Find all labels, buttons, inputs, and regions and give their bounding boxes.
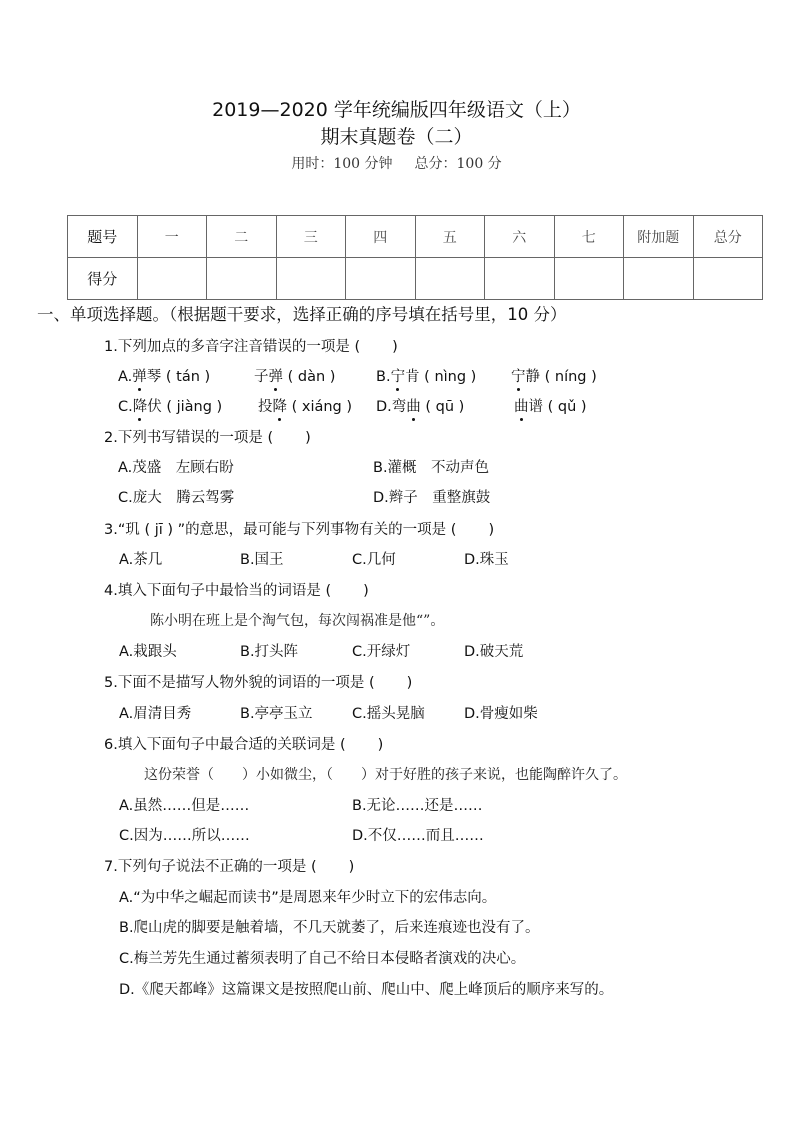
column-header: 三 [276,216,346,258]
score-cell [554,258,624,300]
q2-option-d: D.辫子 重整旗鼓 [373,490,491,506]
q2-option-c: C.庞大 腾云驾雾 [118,490,235,506]
score-cell [137,258,207,300]
q2-option-a: A.茂盛 左顾右盼 [118,460,234,476]
q4-option-a: A.栽跟头 [119,644,177,660]
column-header: 总分 [693,216,763,258]
q1-option-c1 [118,397,222,417]
q7-option-b: B.爬山虎的脚要是触着墙，不几天就萎了，后来连痕迹也没有了。 [119,920,540,936]
dotted-char: 宁 [511,369,526,385]
q4-option-c: C.开绿灯 [352,644,411,660]
answer-paren-close: ) [406,675,413,691]
q4-sentence: 陈小明在班上是个淘气包，每次闯祸准是他“”。 [150,613,445,629]
question-text: 5.下面不是描写人物外貌的词语的一项是 ( [104,675,375,691]
dotted-char: 曲 [406,399,421,415]
q5-option-c: C.摇头晃脑 [352,706,425,722]
dotted-char: 降 [132,399,148,415]
question-text: 1.下列加点的多音字注音错误的一项是 ( [104,339,361,355]
q6-option-b: B.无论……还是…… [352,798,483,814]
question-text: 6.填入下面句子中最合适的关联词是 ( [104,737,346,753]
answer-paren-close: ) [305,430,311,446]
score-cell [207,258,277,300]
q1-option-c2 [258,397,352,417]
column-header: 五 [415,216,485,258]
question-3-stem [104,520,494,540]
row-header-score: 得分 [68,258,138,300]
answer-paren-close: ) [392,339,398,355]
q5-option-a: A.眉清目秀 [119,706,192,722]
exam-meta [0,154,793,174]
question-7-stem [104,857,354,877]
q1-option-b2 [511,367,597,387]
q5-option-b: B.亭亭玉立 [240,706,313,722]
answer-paren-close: ) [488,522,495,538]
option-text: 静 ( níng ) [525,369,597,385]
option-text: 弯 [391,399,407,415]
time-limit: 用时：100 分钟 [291,156,393,172]
question-5-stem [104,673,412,693]
question-text: 7.下列句子说法不正确的一项是 ( [104,859,317,875]
row-header-question-number: 题号 [68,216,138,258]
answer-paren-close: ) [348,859,355,875]
q6-option-d: D.不仅……而且…… [352,828,484,844]
score-cell [693,258,763,300]
option-letter: D. [376,399,392,415]
question-text: 2.下列书写错误的一项是 ( [104,430,274,446]
option-text: 子 [254,369,269,385]
q7-option-c: C.梅兰芳先生通过蓄须表明了自己不给日本侵略者演戏的决心。 [119,951,526,967]
score-table [67,215,763,300]
q4-option-b: B.打头阵 [240,644,299,660]
column-header: 七 [554,216,624,258]
question-2-stem [104,428,311,448]
q5-option-d: D.骨瘦如柴 [464,706,538,722]
option-text: 谱 ( qǔ ) [528,399,587,415]
q3-option-c: C.几何 [352,552,396,568]
question-1-stem [104,337,398,357]
score-row [68,258,763,300]
q7-option-d: D.《爬天都峰》这篇课文是按照爬山前、爬山中、爬上峰顶后的顺序来写的。 [119,982,614,998]
question-number-row [68,216,763,258]
q3-option-b: B.国王 [240,552,284,568]
option-letter: B. [376,369,391,385]
dotted-char: 降 [272,399,287,415]
q1-option-d2 [514,397,587,417]
answer-paren-close: ) [363,583,369,599]
section-heading: 一、单项选择题。（根据题干要求，选择正确的序号填在括号里，10 分） [37,305,567,324]
score-cell [624,258,694,300]
option-text: 伏 ( jiàng ) [147,399,223,415]
q7-option-a: A.“为中华之崛起而读书”是周恩来年少时立下的宏伟志向。 [119,890,497,906]
column-header: 一 [137,216,207,258]
column-header: 六 [485,216,555,258]
score-cell [276,258,346,300]
dotted-char: 弹 [132,369,147,385]
q2-option-b: B.灌概 不动声色 [373,460,490,476]
q6-option-a: A.虽然……但是…… [119,798,250,814]
option-text: 肯 ( nìng ) [405,369,477,385]
q1-option-a1 [118,367,210,387]
q3-option-a: A.茶几 [119,552,163,568]
q1-option-a2 [254,367,335,387]
total-score: 总分：100 分 [414,156,502,172]
q4-option-d: D.破天荒 [464,644,524,660]
option-text: ( xiáng ) [287,399,353,415]
option-text: ( qū ) [420,399,465,415]
answer-paren-close: ) [377,737,384,753]
exam-subtitle: 期末真题卷（二） [320,126,473,148]
option-text: ( dàn ) [283,369,336,385]
column-header: 四 [346,216,416,258]
option-text: 琴 ( tán ) [146,369,211,385]
question-4-stem [104,581,369,601]
question-text: 3.“玑 ( jī ) ”的意思，最可能与下列事物有关的一项是 ( [104,522,457,538]
q3-option-d: D.珠玉 [464,552,509,568]
question-6-stem [104,735,383,755]
q6-sentence: 这份荣誉（ ）小如微尘，（ ）对于好胜的孩子来说，也能陶醉许久了。 [144,767,627,783]
score-cell [485,258,555,300]
option-text: 投 [258,399,273,415]
score-cell [346,258,416,300]
dotted-char: 曲 [514,399,529,415]
option-letter: A. [118,369,133,385]
question-text: 4.填入下面句子中最恰当的词语是 ( [104,583,332,599]
dotted-char: 宁 [390,369,406,385]
column-header: 二 [207,216,277,258]
q6-option-c: C.因为……所以…… [119,828,250,844]
dotted-char: 弹 [268,369,283,385]
score-cell [415,258,485,300]
column-header: 附加题 [624,216,694,258]
option-letter: C. [118,399,133,415]
q1-option-d1 [376,397,464,417]
exam-title: 2019—2020 学年统编版四年级语文（上） [212,99,581,121]
q1-option-b1 [376,367,476,387]
